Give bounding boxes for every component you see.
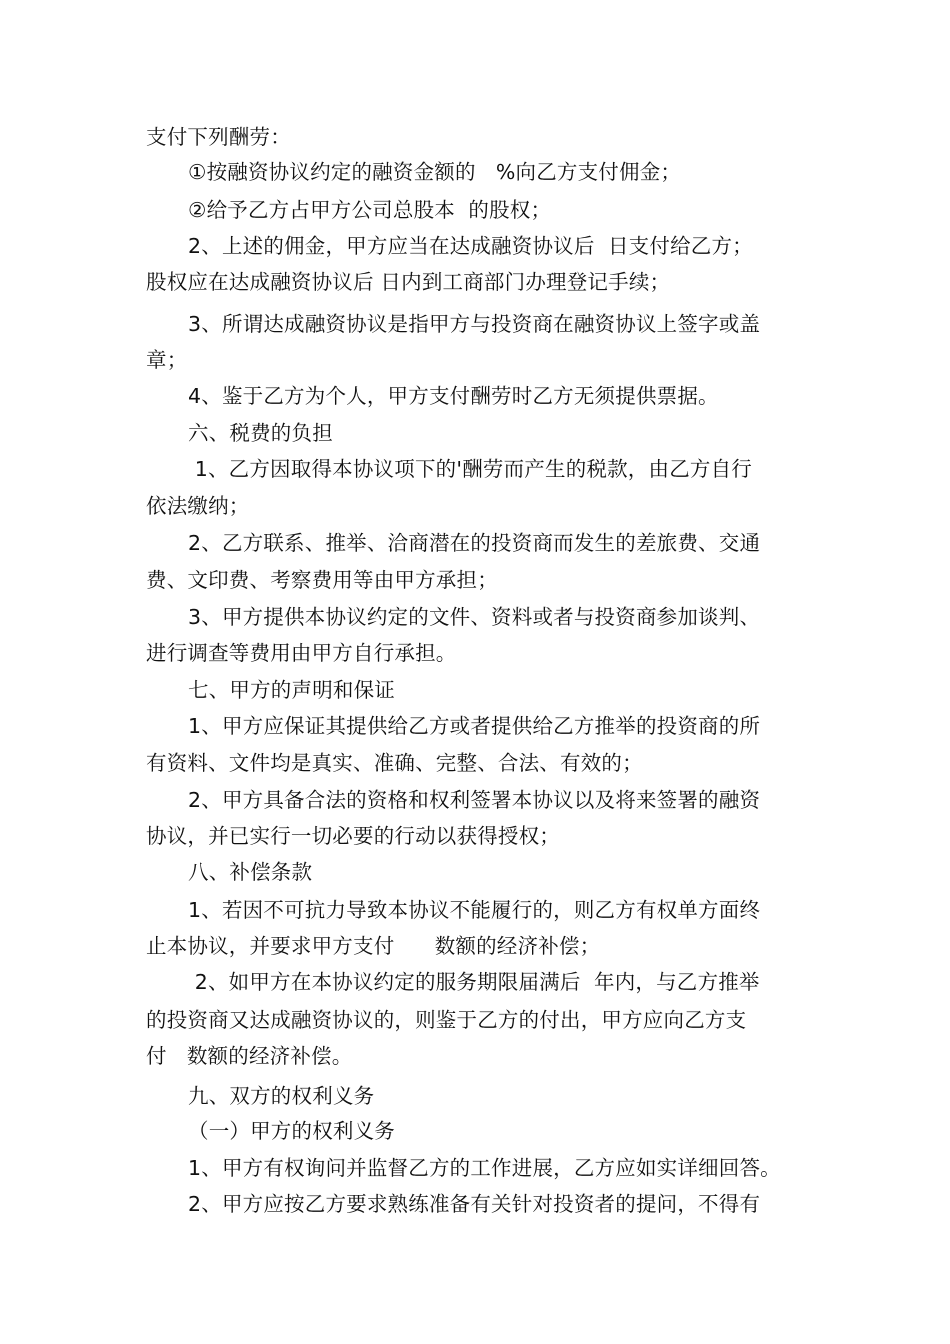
text-line: 1、若因不可抗力导致本协议不能履行的，则乙方有权单方面终 xyxy=(188,898,761,922)
text-line: 有资料、文件均是真实、准确、完整、合法、有效的； xyxy=(146,751,643,775)
text-line: 进行调查等费用由甲方自行承担。 xyxy=(146,641,457,665)
text-line: 4、鉴于乙方为个人，甲方支付酬劳时乙方无须提供票据。 xyxy=(188,384,719,408)
text-line: ②给予乙方占甲方公司总股本 的股权； xyxy=(188,198,552,222)
text-line: 2、甲方具备合法的资格和权利签署本协议以及将来签署的融资 xyxy=(188,788,761,812)
section-heading: 七、甲方的声明和保证 xyxy=(188,678,395,702)
text-line: 止本协议，并要求甲方支付 数额的经济补偿； xyxy=(146,934,601,958)
text-line: 3、甲方提供本协议约定的文件、资料或者与投资商参加谈判、 xyxy=(188,605,761,629)
text-line: 的投资商又达成融资协议的，则鉴于乙方的付出，甲方应向乙方支 xyxy=(146,1008,747,1032)
text-line: 章； xyxy=(146,348,188,372)
text-line: 股权应在达成融资协议后 日内到工商部门办理登记手续； xyxy=(146,270,671,294)
text-line: 付 数额的经济补偿。 xyxy=(146,1044,353,1068)
section-heading: 九、双方的权利义务 xyxy=(188,1084,375,1108)
text-line: 2、乙方联系、推举、洽商潜在的投资商而发生的差旅费、交通 xyxy=(188,531,761,555)
text-line: 依法缴纳； xyxy=(146,494,250,518)
text-line: 2、如甲方在本协议约定的服务期限届满后 年内，与乙方推举 xyxy=(188,970,760,994)
text-line: 支付下列酬劳： xyxy=(146,125,291,149)
section-heading: 六、税费的负担 xyxy=(188,421,333,445)
text-line: 2、甲方应按乙方要求熟练准备有关针对投资者的提问，不得有 xyxy=(188,1192,761,1216)
text-line: 1、甲方应保证其提供给乙方或者提供给乙方推举的投资商的所 xyxy=(188,714,761,738)
text-line: 1、乙方因取得本协议项下的'酬劳而产生的税款，由乙方自行 xyxy=(188,457,752,481)
text-line: 3、所谓达成融资协议是指甲方与投资商在融资协议上签字或盖 xyxy=(188,312,761,336)
subsection-heading: （一）甲方的权利义务 xyxy=(188,1119,395,1143)
text-line: ①按融资协议约定的融资金额的 %向乙方支付佣金； xyxy=(188,160,682,184)
text-line: 费、文印费、考察费用等由甲方承担； xyxy=(146,568,498,592)
text-line: 1、甲方有权询问并监督乙方的工作进展，乙方应如实详细回答。 xyxy=(188,1156,781,1180)
text-line: 协议，并已实行一切必要的行动以获得授权； xyxy=(146,824,560,848)
text-line: 2、上述的佣金，甲方应当在达成融资协议后 日支付给乙方； xyxy=(188,234,753,258)
section-heading: 八、补偿条款 xyxy=(188,860,313,884)
